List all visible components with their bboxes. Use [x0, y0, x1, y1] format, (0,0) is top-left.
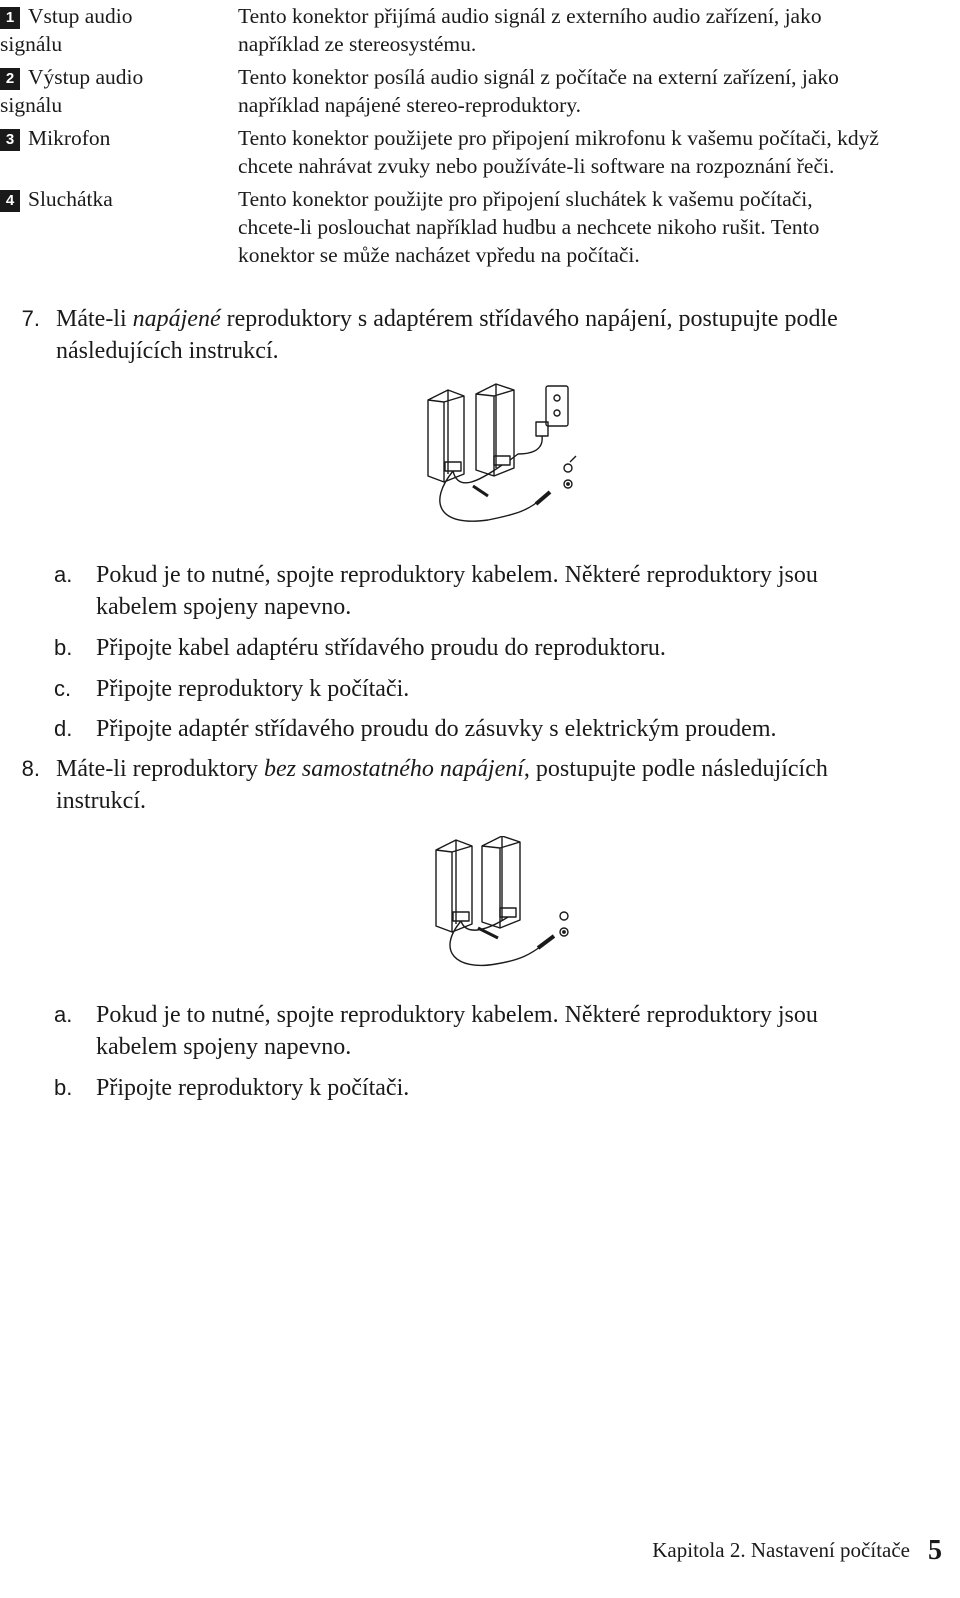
substep-text: Připojte reproduktory k počítači.: [96, 1075, 410, 1101]
connector-label: 4 Sluchátka: [0, 185, 225, 213]
substep-letter: a.: [54, 562, 73, 587]
connector-description: Tento konektor přijímá audio signál z externího audio zařízení, jako například ze stereosystému.: [238, 4, 822, 56]
substep-letter: b.: [54, 635, 73, 660]
audio-out-symbol-icon: [564, 456, 576, 472]
step-number: 7.: [21, 306, 40, 331]
speaker-right-icon: [476, 384, 514, 476]
chapter-title: Kapitola 2. Nastavení počítače: [652, 1538, 910, 1562]
power-cable: [510, 436, 542, 460]
connector-description: Tento konektor posílá audio signál z počítače na externí zařízení, jako například napájené stereo-reproduktory.: [238, 65, 839, 117]
wall-outlet-icon: [546, 386, 568, 426]
substep-text: Připojte adaptér střídavého proudu do zásuvky s elektrickým proudem.: [96, 716, 777, 742]
connector-description: Tento konektor použijete pro připojení mikrofonu k vašemu počítači, když chcete nahrávat zvuky nebo používáte-li software na rozpoznání řeči.: [238, 126, 879, 178]
audio-out-symbol-icon: [560, 912, 568, 920]
speaker-right-icon: [482, 836, 520, 928]
step-number: 8.: [21, 756, 40, 781]
speaker-left-icon: [436, 840, 472, 932]
connector-label: 2 Výstup audio signálu: [0, 65, 144, 117]
callout-badge-3: 3: [0, 129, 20, 151]
substep-text: Připojte reproduktory k počítači.: [96, 676, 410, 702]
substep-text: Připojte kabel adaptéru střídavého proudu do reproduktoru.: [96, 635, 666, 661]
page-number: 5: [928, 1535, 942, 1566]
connector-description: Tento konektor použijte pro připojení sluchátek k vašemu počítači, chcete-li poslouchat například hudbu a nechcete nikoho rušit. Tento konektor se může nacházet vpředu na počítači.: [238, 187, 820, 267]
substep-letter: a.: [54, 1002, 73, 1027]
powered-speakers-illustration: [418, 382, 608, 532]
step-text: Máte-li napájené reproduktory s adaptérem střídavého napájení, postupujte podle následujících instrukcí.: [56, 306, 838, 364]
step-text: Máte-li reproduktory bez samostatného napájení, postupujte podle následujících instrukcí.: [56, 756, 828, 814]
substep-text: Pokud je to nutné, spojte reproduktory kabelem. Některé reproduktory jsou kabelem spojeny napevno.: [96, 562, 818, 620]
callout-badge-1: 1: [0, 7, 20, 29]
page-footer: [652, 1530, 942, 1571]
callout-badge-4: 4: [0, 190, 20, 212]
substep-letter: c.: [54, 676, 72, 701]
connector-label: 1 Vstup audio signálu: [0, 4, 133, 56]
callout-badge-2: 2: [0, 68, 20, 90]
substep-text: Pokud je to nutné, spojte reproduktory kabelem. Některé reproduktory jsou kabelem spojeny napevno.: [96, 1002, 818, 1060]
unpowered-speakers-illustration: [426, 836, 586, 976]
speaker-left-icon: [428, 390, 464, 482]
audio-cable: [440, 471, 540, 521]
connector-label: 3 Mikrofon: [0, 124, 225, 152]
substep-letter: d.: [54, 716, 73, 741]
substep-letter: b.: [54, 1075, 73, 1100]
